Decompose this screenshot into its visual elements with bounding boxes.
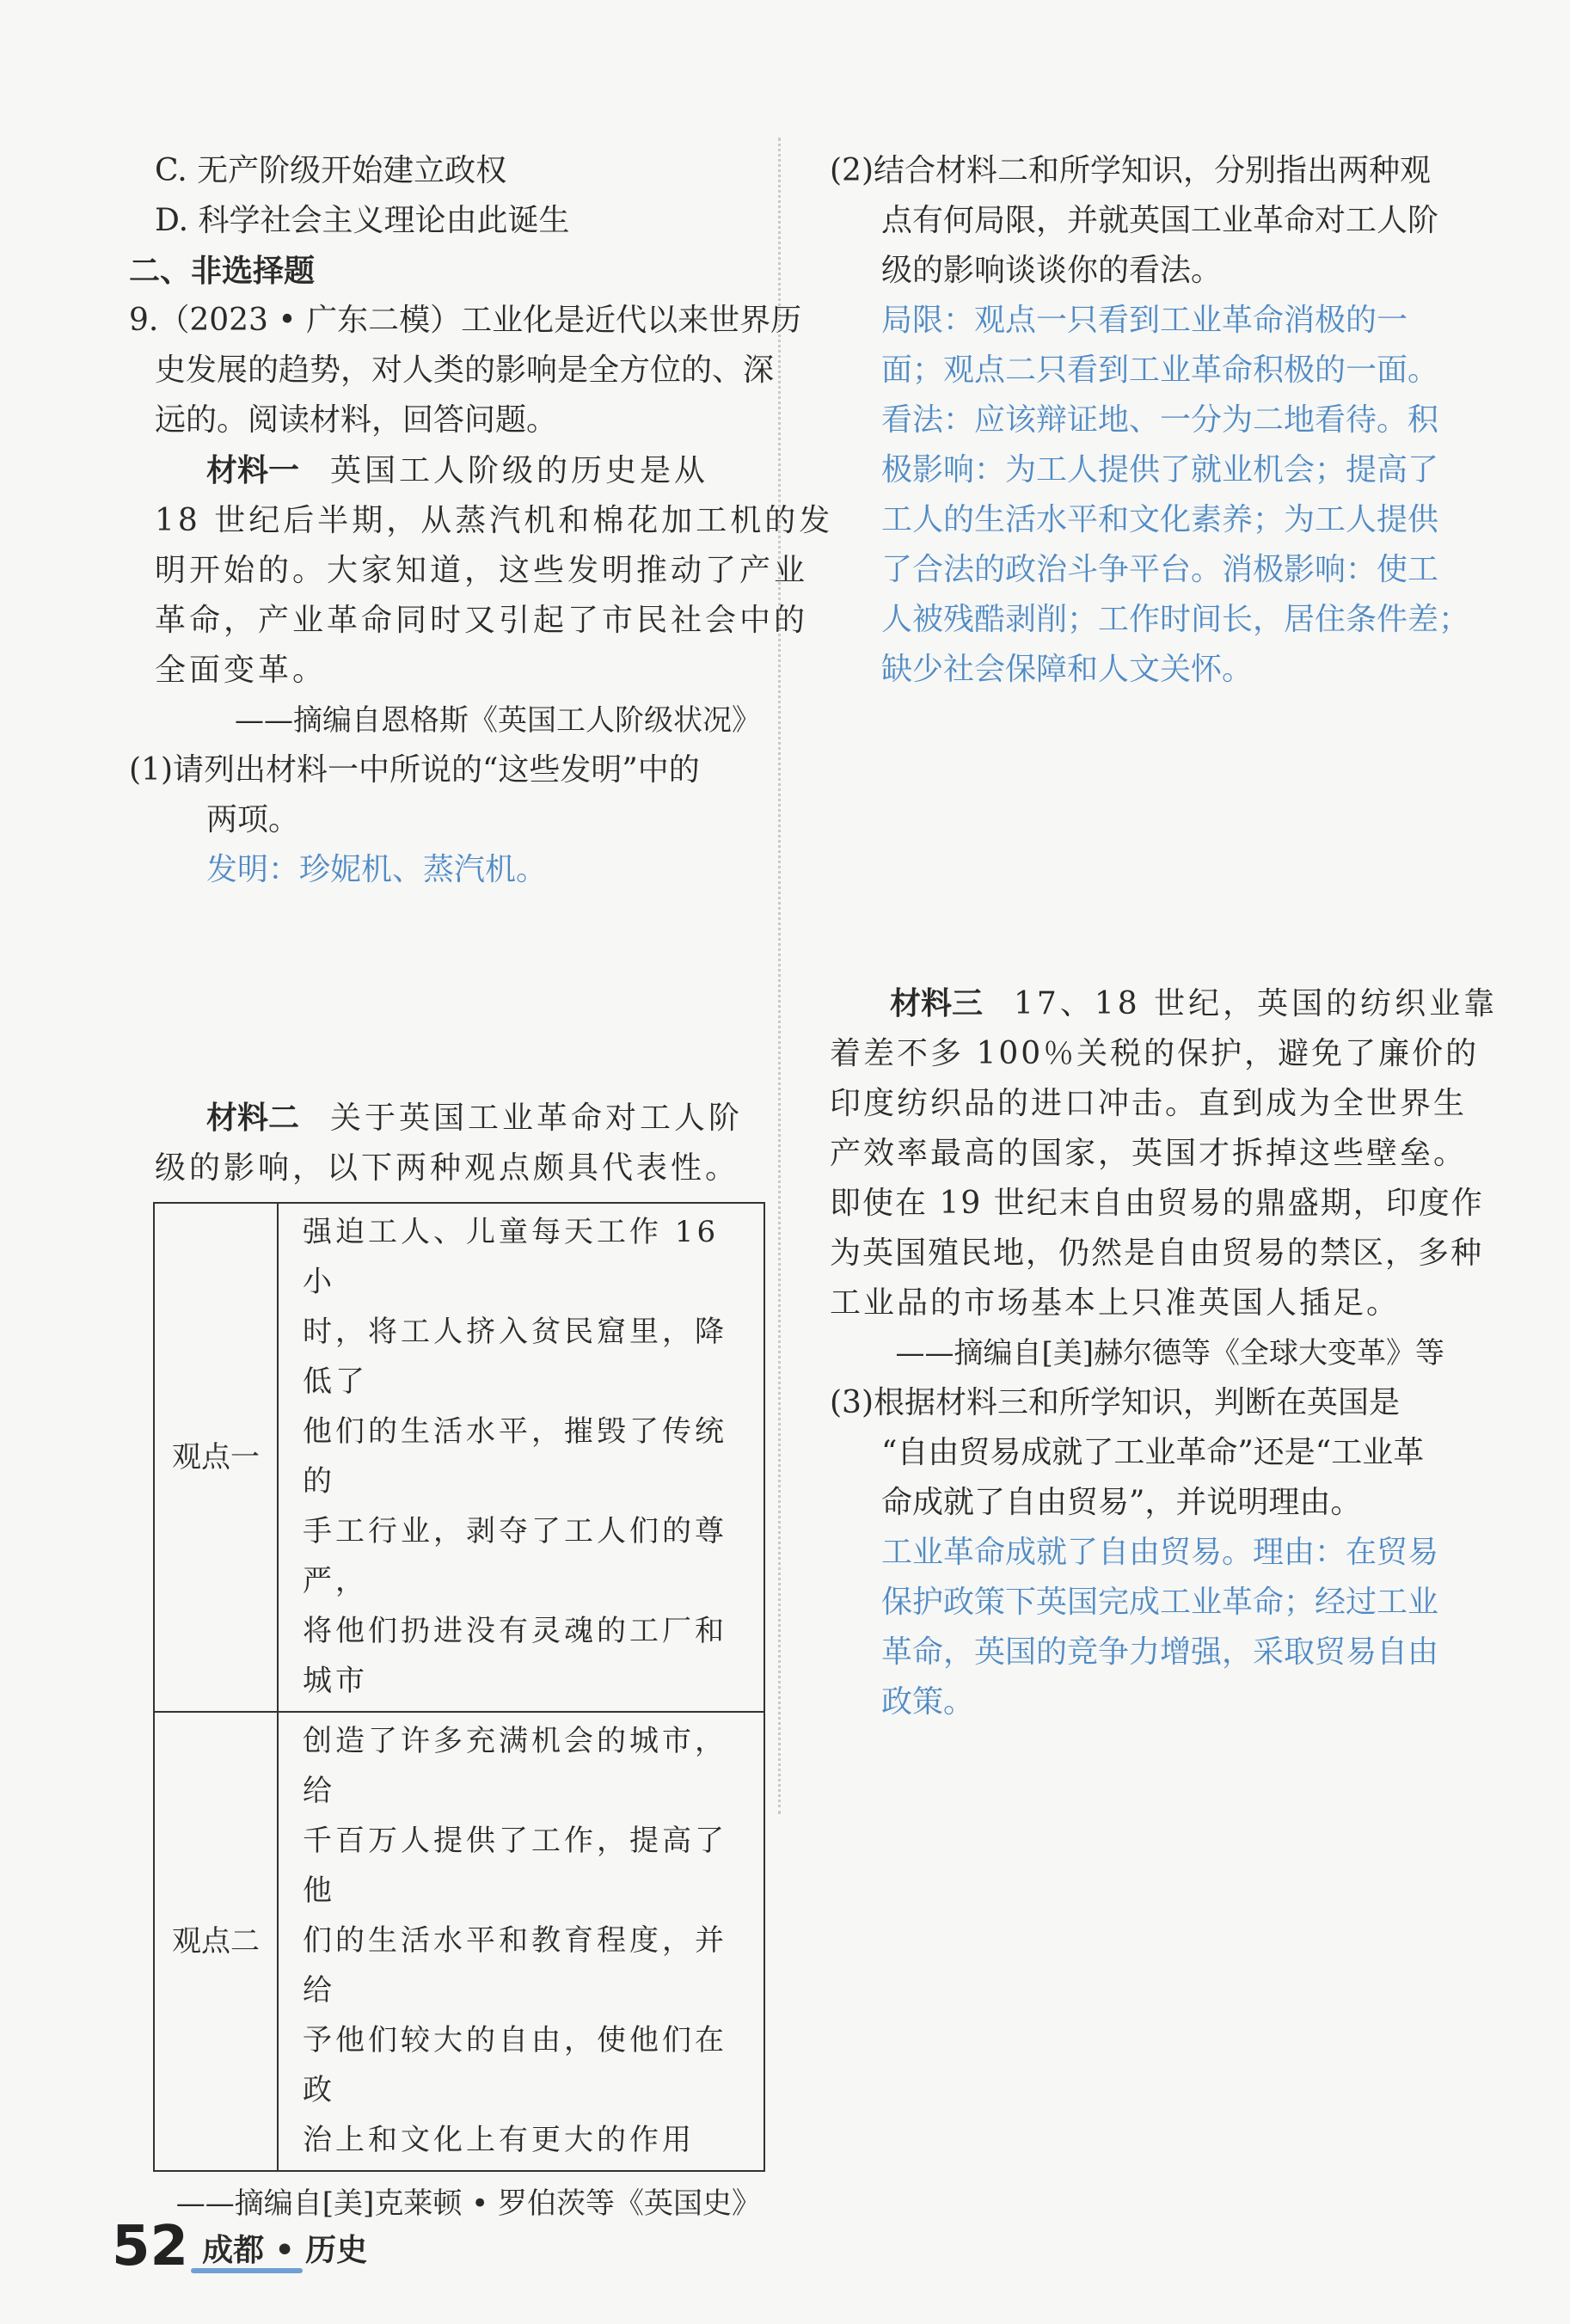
question-2-line-3: 级的影响谈谈你的看法。 — [881, 253, 1223, 288]
page-footer — [112, 2208, 367, 2277]
material-one-line: 全面变革。 — [155, 653, 328, 688]
material-two-label: 材料二 — [206, 1100, 300, 1136]
viewpoint-line: 强迫工人、儿童每天工作 16 小 — [303, 1215, 720, 1299]
answer-line: 了合法的政治斗争平台。消极影响：使工 — [881, 552, 1439, 587]
answer-line: 极影响：为工人提供了就业机会；提高了 — [881, 452, 1439, 487]
book-name: 成都 • 历史 — [202, 2233, 368, 2268]
viewpoint-two-text — [278, 1712, 764, 2171]
material-one-text: 英国工人阶级的历史是从 — [330, 453, 709, 488]
viewpoint-line: 手工行业，剥夺了工人们的尊严， — [303, 1514, 727, 1598]
material-one-source: ——摘编自恩格斯《英国工人阶级状况》 — [235, 703, 761, 738]
question-3-line-2: “自由贸易成就了工业革命”还是“工业革 — [881, 1435, 1425, 1470]
viewpoint-one-label: 观点一 — [154, 1203, 278, 1712]
viewpoint-line: 时，将工人挤入贫民窟里，降低了 — [303, 1315, 727, 1399]
viewpoint-line: 创造了许多充满机会的城市，给 — [303, 1724, 727, 1808]
option-d: D. 科学社会主义理论由此诞生 — [155, 203, 570, 238]
answer-line: 局限：观点一只看到工业革命消极的一 — [881, 303, 1408, 338]
material-one-label: 材料一 — [206, 452, 300, 488]
answer-space — [830, 695, 1444, 978]
table-row — [154, 1203, 764, 1712]
question-3-line-1: (3)根据材料三和所学知识，判断在英国是 — [830, 1385, 1400, 1420]
left-column — [129, 146, 834, 2229]
material-three — [830, 978, 1499, 1328]
material-three-label: 材料三 — [890, 985, 984, 1021]
material-three-line: 印度纺织品的进口冲击。直到成为全世界生 — [830, 1086, 1468, 1121]
viewpoint-line: 们的生活水平和教育程度，并给 — [303, 1923, 727, 2008]
question-3-answer — [830, 1528, 1444, 1727]
answer-line: 人被残酷剥削；工作时间长，居住条件差； — [881, 602, 1470, 637]
material-three-text: 17、18 世纪，英国的纺织业靠 — [1014, 986, 1499, 1021]
material-three-line: 工业品的市场基本上只准英国人插足。 — [830, 1285, 1401, 1321]
question-9-line-1: 9.（2023 • 广东二模）工业化是近代以来世界历 — [129, 303, 802, 338]
viewpoint-one-text — [278, 1203, 764, 1712]
material-two — [129, 1093, 761, 1193]
material-three-line: 为英国殖民地，仍然是自由贸易的禁区，多种 — [830, 1236, 1484, 1271]
material-three-source: ——摘编自[美]赫尔德等《全球大变革》等 — [895, 1336, 1444, 1370]
material-three-line: 产效率最高的国家，英国才拆掉这些壁垒。 — [830, 1136, 1468, 1171]
material-two-text: 关于英国工业革命对工人阶 — [330, 1101, 744, 1136]
viewpoint-line: 治上和文化上有更大的作用 — [303, 2123, 695, 2157]
answer-line: 面；观点二只看到工业革命积极的一面。 — [881, 353, 1439, 388]
viewpoint-line: 千百万人提供了工作，提高了他 — [303, 1824, 727, 1908]
viewpoint-line: 予他们较大的自由，使他们在政 — [303, 2023, 727, 2107]
viewpoint-two-label: 观点二 — [154, 1712, 278, 2171]
answer-line: 缺少社会保障和人文关怀。 — [881, 652, 1254, 687]
question-2-answer — [830, 296, 1470, 695]
question-1-line-2: 两项。 — [206, 802, 300, 837]
viewpoints-table — [153, 1202, 765, 2172]
material-two-line: 级的影响，以下两种观点颇具代表性。 — [155, 1150, 740, 1186]
question-1-answer: 发明：珍妮机、蒸汽机。 — [206, 852, 548, 887]
question-2-line-1: (2)结合材料二和所学知识，分别指出两种观 — [830, 153, 1431, 188]
answer-line: 看法：应该辩证地、一分为二地看待。积 — [881, 402, 1439, 438]
answer-line: 工业革命成就了自由贸易。理由：在贸易 — [881, 1535, 1439, 1570]
answer-line: 政策。 — [881, 1684, 975, 1720]
viewpoint-line: 将他们扔进没有灵魂的工厂和 — [303, 1614, 727, 1648]
page-number: 52 — [112, 2215, 189, 2278]
material-three-line: 即使在 19 世纪末自由贸易的鼎盛期，印度作 — [830, 1186, 1484, 1221]
question-1-line-1: (1)请列出材料一中所说的“这些发明”中的 — [129, 752, 700, 788]
option-c: C. 无产阶级开始建立政权 — [155, 153, 507, 188]
answer-line: 工人的生活水平和文化素养；为工人提供 — [881, 502, 1439, 537]
material-three-line: 着差不多 100％关税的保护，避免了廉价的 — [830, 1036, 1480, 1071]
material-one-line: 明开始的。大家知道，这些发明推动了产业 — [155, 553, 809, 588]
viewpoint-line: 城市 — [303, 1664, 368, 1698]
column-divider — [778, 138, 781, 1814]
footer-underline — [191, 2268, 303, 2273]
question-3-line-3: 命成就了自由贸易”，并说明理由。 — [881, 1485, 1362, 1520]
material-one — [129, 445, 834, 696]
question-9-line-2: 史发展的趋势，对人类的影响是全方位的、深 — [155, 353, 775, 388]
question-2-line-2: 点有何局限，并就英国工业革命对工人阶 — [881, 203, 1439, 238]
viewpoint-line: 他们的生活水平，摧毁了传统的 — [303, 1414, 727, 1499]
material-two-source: ——摘编自[美]克莱顿 • 罗伯茨等《英国史》 — [175, 2186, 761, 2221]
material-one-line: 18 世纪后半期，从蒸汽机和棉花加工机的发 — [155, 503, 834, 538]
table-row — [154, 1712, 764, 2171]
answer-line: 保护政策下英国完成工业革命；经过工业 — [881, 1585, 1439, 1620]
question-9-line-3: 远的。阅读材料，回答问题。 — [155, 402, 558, 438]
section-title: 二、非选择题 — [129, 253, 316, 289]
material-one-line: 革命，产业革命同时又引起了市民社会中的 — [155, 603, 809, 638]
right-column — [830, 146, 1499, 1727]
answer-line: 革命，英国的竞争力增强，采取贸易自由 — [881, 1634, 1439, 1670]
answer-space — [129, 895, 761, 1093]
